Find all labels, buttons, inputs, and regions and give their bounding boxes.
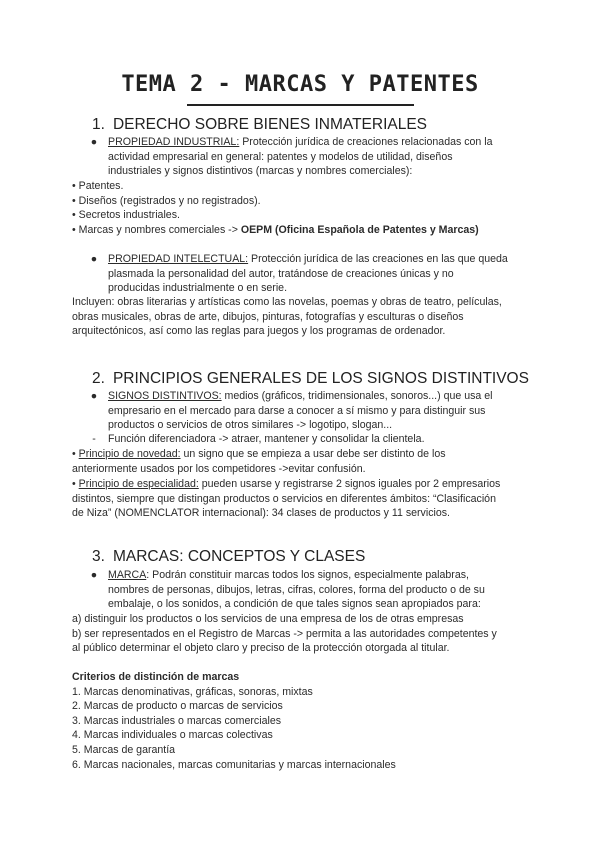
criterios-title: Criterios de distinción de marcas	[72, 671, 240, 683]
list-item: • Patentes.	[72, 180, 124, 192]
list-item: 5. Marcas de garantía	[72, 743, 176, 756]
principio-novedad: • Principio de novedad: un signo que se empieza a usar debe ser distinto de los anteriormente usados por los competidores ->evitar confusión.	[72, 448, 446, 475]
section-2-number: 2.	[92, 370, 105, 387]
criterios-section	[72, 670, 396, 772]
list-item: • Marcas y nombres comerciales -> OEPM (Oficina Española de Patentes y Marcas)	[72, 223, 479, 236]
bullet-icon: ●	[90, 390, 98, 402]
marca-label: MARCA	[108, 569, 147, 581]
section-2-heading	[92, 370, 529, 388]
novedad-label: Principio de novedad:	[78, 448, 181, 460]
funcion-diferenciadora-item: Función diferenciadora -> atraer, mantener y consolidar la clientela.	[108, 433, 425, 445]
propiedad-intelectual-label: PROPIEDAD INTELECTUAL:	[108, 253, 249, 265]
section-3-title: MARCAS: CONCEPTOS Y CLASES	[112, 548, 366, 565]
list-item: 2. Marcas de producto o marcas de servicios	[72, 700, 283, 713]
title-underline	[187, 104, 414, 106]
oepm-text: OEPM (Oficina Española de Patentes y Marcas)	[240, 223, 479, 236]
bullet-icon: ●	[90, 136, 98, 148]
section-1-heading	[92, 116, 427, 134]
propiedad-intelectual-item: PROPIEDAD INTELECTUAL: Protección jurídica de las creaciones en las que queda plasmada la personalidad del autor, tratándose de creaciones únicas y no producidas industrialmente o en serie.	[108, 253, 508, 295]
principio-especialidad: • Principio de especialidad: pueden usarse y registrarse 2 signos iguales por 2 empresarios distintos, siempre que distingan productos o servicios en diferentes ámbitos: “Clasificación de Niza” (NOMENCLATOR internacional): 34 clases de productos y 11 servicios.	[72, 478, 501, 520]
dash-marker: -	[92, 433, 96, 445]
section-3-heading	[92, 548, 365, 566]
section-3-number: 3.	[92, 548, 105, 565]
list-item: 1. Marcas denominativas, gráficas, sonoras, mixtas	[72, 685, 313, 698]
signos-distintivos-label: SIGNOS DISTINTIVOS:	[108, 390, 222, 402]
marca-item: MARCA: Podrán constituir marcas todos los signos, especialmente palabras, nombres de personas, dibujos, letras, cifras, colores, forma del producto o de su embalaje, o los sonidos, a condición de que tales signos sean apropiados para:	[108, 569, 485, 611]
bullet-icon: ●	[90, 569, 98, 581]
section-1-number: 1.	[92, 116, 105, 133]
bullet-icon: ●	[90, 253, 98, 265]
list-item: 4. Marcas individuales o marcas colectivas	[72, 729, 273, 742]
section-2-title: PRINCIPIOS GENERALES DE LOS SIGNOS DISTINTIVOS	[112, 370, 529, 387]
especialidad-label: Principio de especialidad:	[78, 478, 199, 490]
list-item: • Diseños (registrados y no registrados).	[72, 194, 261, 207]
condition-a: a) distinguir los productos o los servicios de una empresa de los de otras empresas	[72, 613, 464, 625]
page-title: TEMA 2 - MARCAS Y PATENTES	[121, 72, 479, 97]
propiedad-industrial-item: PROPIEDAD INDUSTRIAL: Protección jurídica de creaciones relacionadas con la actividad empresarial en general: patentes y modelos de utilidad, diseños industriales y signos distintivos (marcas y nombres comerciales):	[108, 136, 493, 178]
signos-distintivos-item: SIGNOS DISTINTIVOS: medios (gráficos, tridimensionales, sonoros...) que usa el empresario en el mercado para darse a conocer a sí mismo y para distinguir sus productos o servicios de otros similares -> logotipo, slogan...	[108, 390, 493, 432]
industrial-list	[72, 179, 479, 237]
intelectual-paragraph: Incluyen: obras literarias y artísticas como las novelas, poemas y obras de teatro, películas, obras musicales, obras de arte, dibujos, pinturas, fotografías y esculturas o diseños arquitectónicos, así como las reglas para juegos y los programas de ordenador.	[72, 296, 502, 338]
list-item: • Secretos industriales.	[72, 209, 180, 222]
list-item: 3. Marcas industriales o marcas comerciales	[72, 714, 282, 727]
propiedad-industrial-label: PROPIEDAD INDUSTRIAL:	[108, 136, 240, 148]
marca-conditions: a) distinguir los productos o los servicios de una empresa de los de otras empresas b) ser representados en el Registro de Marcas -> permita a las autoridades competentes y al público determinar el objeto claro y preciso de la protección otorgada al titular.	[72, 613, 497, 655]
condition-b: b) ser representados en el Registro de Marcas -> permita a las autoridades competentes y	[72, 627, 497, 640]
section-1-title: DERECHO SOBRE BIENES INMATERIALES	[112, 116, 428, 133]
list-item: 6. Marcas nacionales, marcas comunitarias y marcas internacionales	[72, 758, 396, 771]
